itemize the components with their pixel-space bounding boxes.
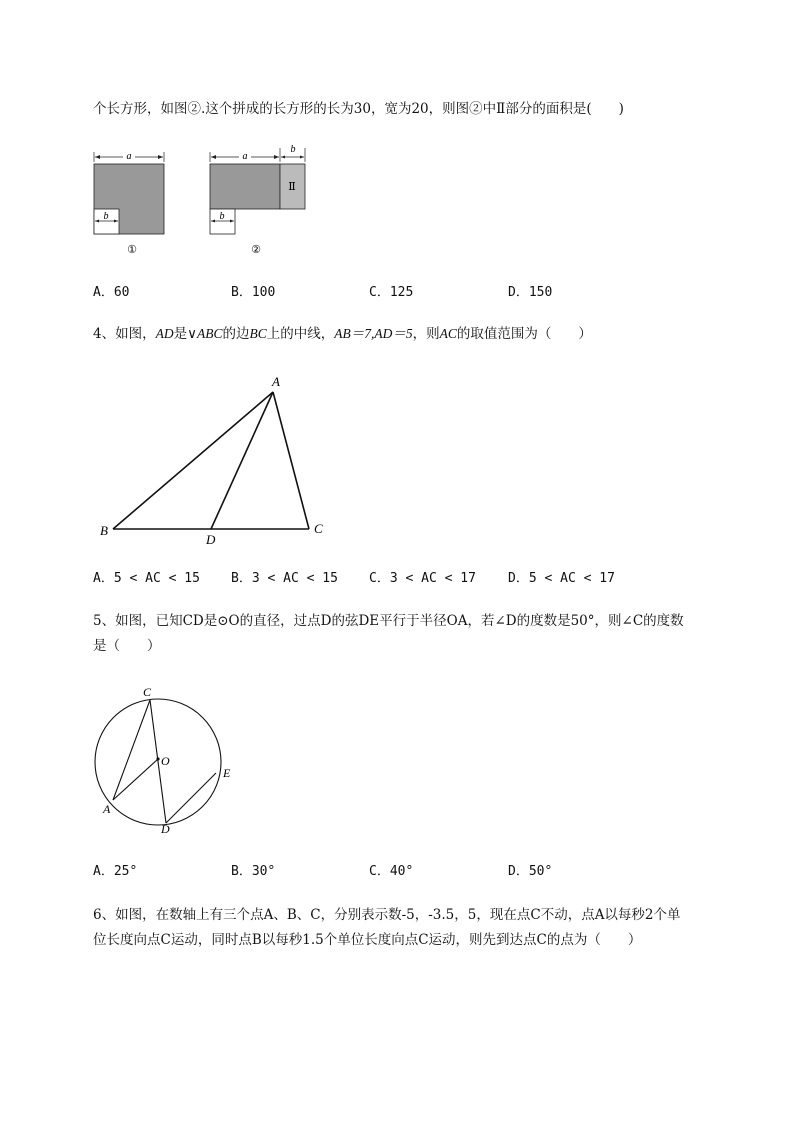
fig2-label-a: a [242, 151, 248, 162]
q4-option-a: A．5 < AC < 15 [93, 571, 200, 586]
center-O [156, 757, 159, 760]
q4-triangle-figure [95, 370, 335, 550]
fig2-label-II: Ⅱ [288, 181, 296, 193]
q3-option-d: D．150 [508, 285, 553, 300]
q5-circle-figure [90, 680, 250, 840]
q5-stem-line2: 是（ ） [93, 638, 161, 654]
side-AC [273, 392, 309, 529]
chord-CA [113, 700, 150, 800]
q3-text: 个长方形，如图②.这个拼成的长方形的长为30，宽为20，则图②中Ⅱ部分的面积是( ) [93, 101, 624, 117]
point-A: A [272, 374, 280, 389]
q6-stem-line1: 6、如图，在数轴上有三个点A、B、C，分别表示数-5，-3.5，5，现在点C不动，点A以每秒2个单 [93, 907, 681, 923]
q3-option-b: B．100 [231, 285, 276, 300]
point-C: C [143, 685, 152, 699]
median-AD [211, 392, 273, 529]
q5-option-c: C．40° [369, 864, 414, 879]
radius-OA [113, 759, 158, 800]
point-O: O [161, 754, 170, 768]
q5-stem-line1: 5、如图，已知CD是⊙O的直径，过点D的弦DE平行于半径OA，若∠D的度数是50°，则∠C的度数 [93, 613, 684, 629]
fig2-label-b: b [219, 211, 225, 222]
q4-option-c: C．3 < AC < 17 [369, 571, 476, 586]
q4-option-d: D．5 < AC < 17 [508, 571, 615, 586]
q5-option-b: B．30° [231, 864, 276, 879]
point-B: B [100, 523, 108, 538]
q6-stem-line2: 位长度向点C运动，同时点B以每秒1.5个单位长度向点C运动，则先到达点C的点为（ ） [93, 932, 642, 948]
fig2-rect [210, 164, 280, 209]
point-D: D [206, 532, 216, 547]
side-AB [113, 392, 273, 529]
q4-option-b: B．3 < AC < 15 [231, 571, 338, 586]
point-D: D [161, 822, 170, 836]
fig2-label-b-top: b [290, 144, 296, 155]
q3-option-c: C．125 [369, 285, 414, 300]
fig1-label-b: b [103, 211, 109, 222]
fig1-caption: ① [127, 244, 137, 256]
fig1-label-a: a [126, 151, 132, 162]
q5-option-a: A．25° [93, 864, 138, 879]
q3-option-a: A．60 [93, 285, 130, 300]
q5-option-d: D．50° [508, 864, 553, 879]
fig2-caption: ② [251, 244, 261, 256]
q3-figure [85, 140, 325, 265]
point-A: A [103, 802, 111, 816]
q4-stem: 4、如图，AD是∨ABC的边BC上的中线，AB＝7,AD＝5，则AC的取值范围为（ ） [93, 326, 592, 342]
point-E: E [223, 766, 231, 780]
point-C: C [314, 521, 323, 536]
